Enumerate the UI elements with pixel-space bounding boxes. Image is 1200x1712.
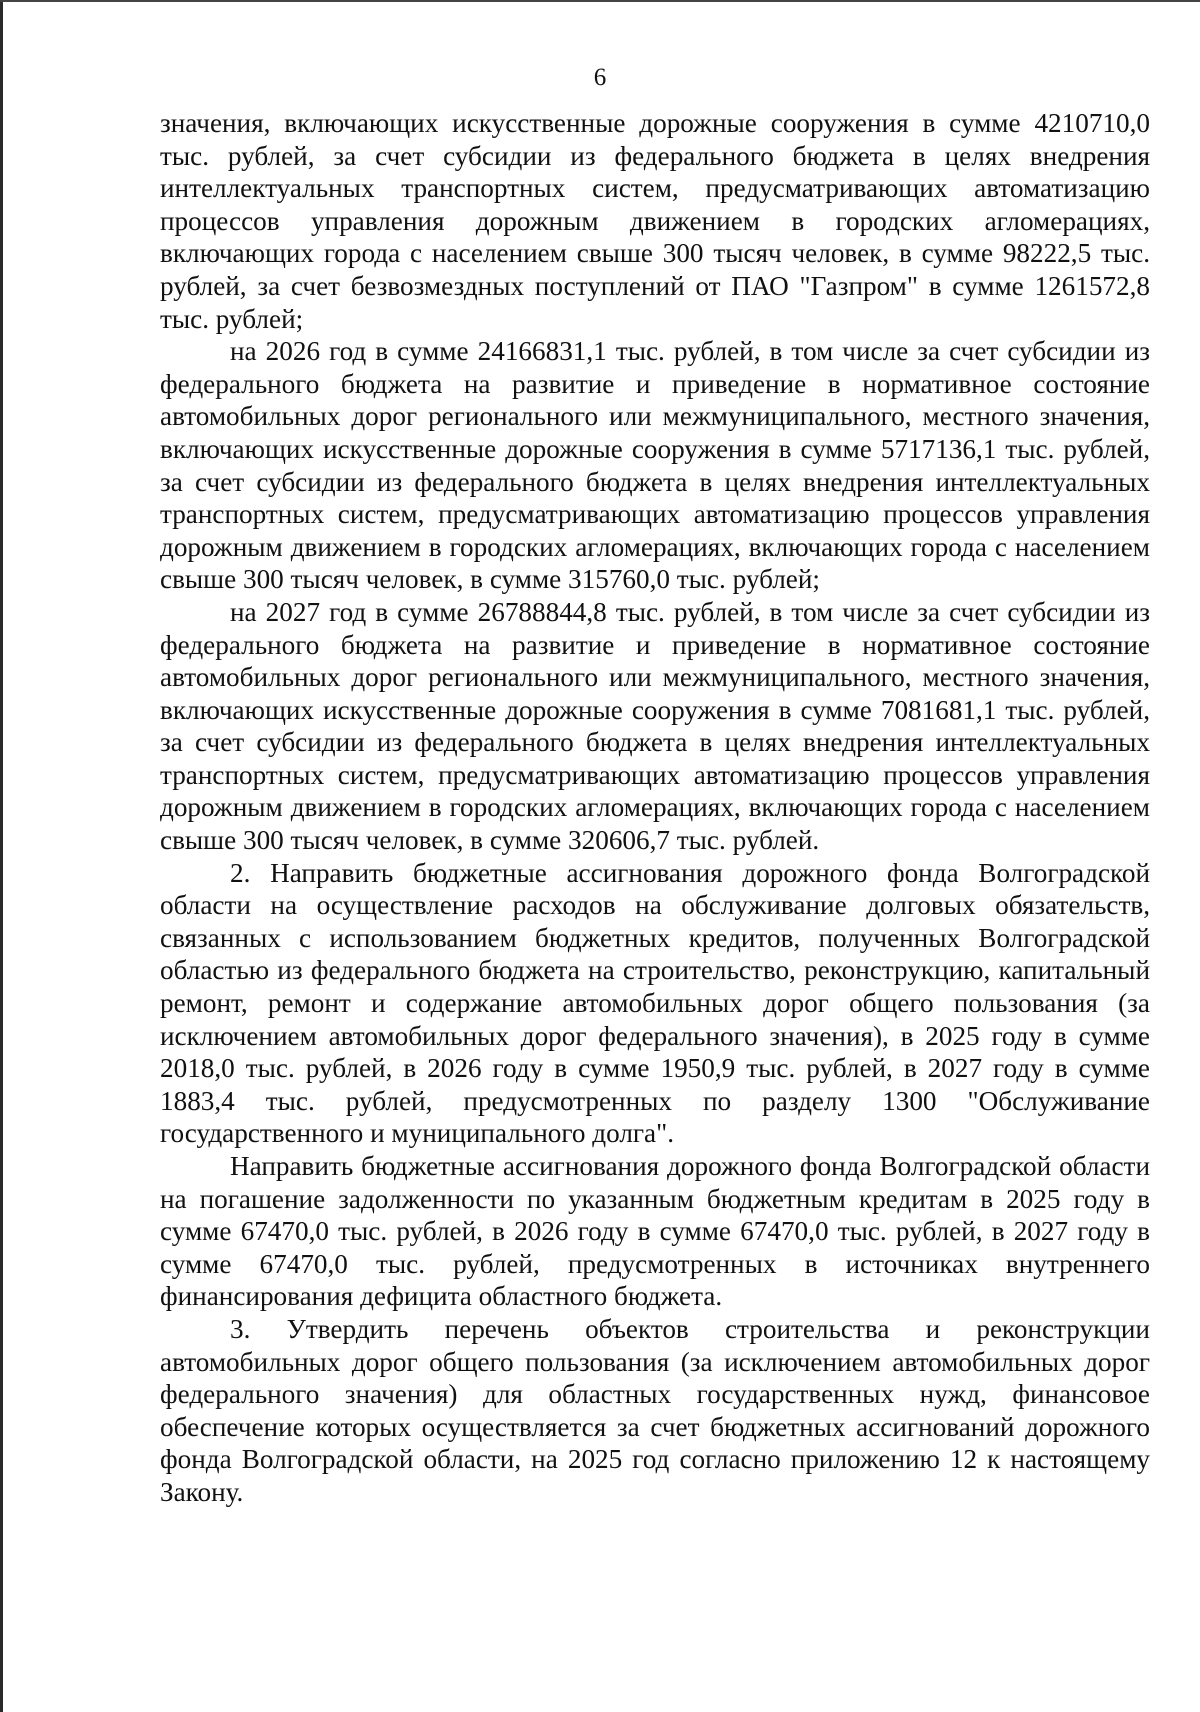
document-body	[160, 107, 1150, 1509]
scan-edge-left	[0, 0, 3, 1712]
page-number: 6	[593, 64, 607, 91]
scan-edge-top	[0, 0, 1200, 2]
paragraph-item-3: 3. Утвердить перечень объектов строительства и реконструкции автомобильных дорог общего пользования (за исключением автомобильных дорог федерального значения) для областных государственных нужд, финансовое обеспечение которых осуществляется за счет бюджетных ассигнований дорожного фонда Волгоградской области, на 2025 год согласно приложению 12 к настоящему Закону.	[160, 1313, 1150, 1507]
paragraph-continuation: значения, включающих искусственные дорожные сооружения в сумме 4210710,0 тыс. рублей, за счет субсидии из федерального бюджета в целях внедрения интеллектуальных транспортных систем, предусматривающих автоматизацию процессов управления дорожным движением в городских агломерациях, включающих города с населением свыше 300 тысяч человек, в сумме 98222,5 тыс. рублей, за счет безвозмездных поступлений от ПАО "Газпром" в сумме 1261572,8 тыс. рублей;	[160, 108, 1150, 334]
paragraph-item-2-repayment: Направить бюджетные ассигнования дорожного фонда Волгоградской области на погашение задолженности по указанным бюджетным кредитам в 2025 году в сумме 67470,0 тыс. рублей, в 2026 году в сумме 67470,0 тыс. рублей, в 2027 году в сумме 67470,0 тыс. рублей, предусмотренных в источниках внутреннего финансирования дефицита областного бюджета.	[160, 1151, 1150, 1312]
paragraph-year-2026: на 2026 год в сумме 24166831,1 тыс. рублей, в том числе за счет субсидии из федерального бюджета на развитие и приведение в нормативное состояние автомобильных дорог регионального или межмуниципального, местного значения, включающих искусственные дорожные сооружения в сумме 5717136,1 тыс. рублей, за счет субсидии из федерального бюджета в целях внедрения интеллектуальных транспортных систем, предусматривающих автоматизацию процессов управления дорожным движением в городских агломерациях, включающих города с населением свыше 300 тысяч человек, в сумме 315760,0 тыс. рублей;	[160, 336, 1150, 595]
paragraph-year-2027: на 2027 год в сумме 26788844,8 тыс. рублей, в том числе за счет субсидии из федерального бюджета на развитие и приведение в нормативное состояние автомобильных дорог регионального или межмуниципального, местного значения, включающих искусственные дорожные сооружения в сумме 7081681,1 тыс. рублей, за счет субсидии из федерального бюджета в целях внедрения интеллектуальных транспортных систем, предусматривающих автоматизацию процессов управления дорожным движением в городских агломерациях, включающих города с населением свыше 300 тысяч человек, в сумме 320606,7 тыс. рублей.	[160, 596, 1150, 856]
paragraph-item-2: 2. Направить бюджетные ассигнования дорожного фонда Волгоградской области на осуществление расходов на обслуживание долговых обязательств, связанных с использованием бюджетных кредитов, полученных Волгоградской областью из федерального бюджета на строительство, реконструкцию, капитальный ремонт, ремонт и содержание автомобильных дорог общего пользования (за исключением автомобильных дорог федерального значения), в 2025 году в сумме 2018,0 тыс. рублей, в 2026 году в сумме 1950,9 тыс. рублей, в 2027 году в сумме 1883,4 тыс. рублей, предусмотренных по разделу 1300 "Обслуживание государственного и муниципального долга".	[160, 857, 1150, 1149]
